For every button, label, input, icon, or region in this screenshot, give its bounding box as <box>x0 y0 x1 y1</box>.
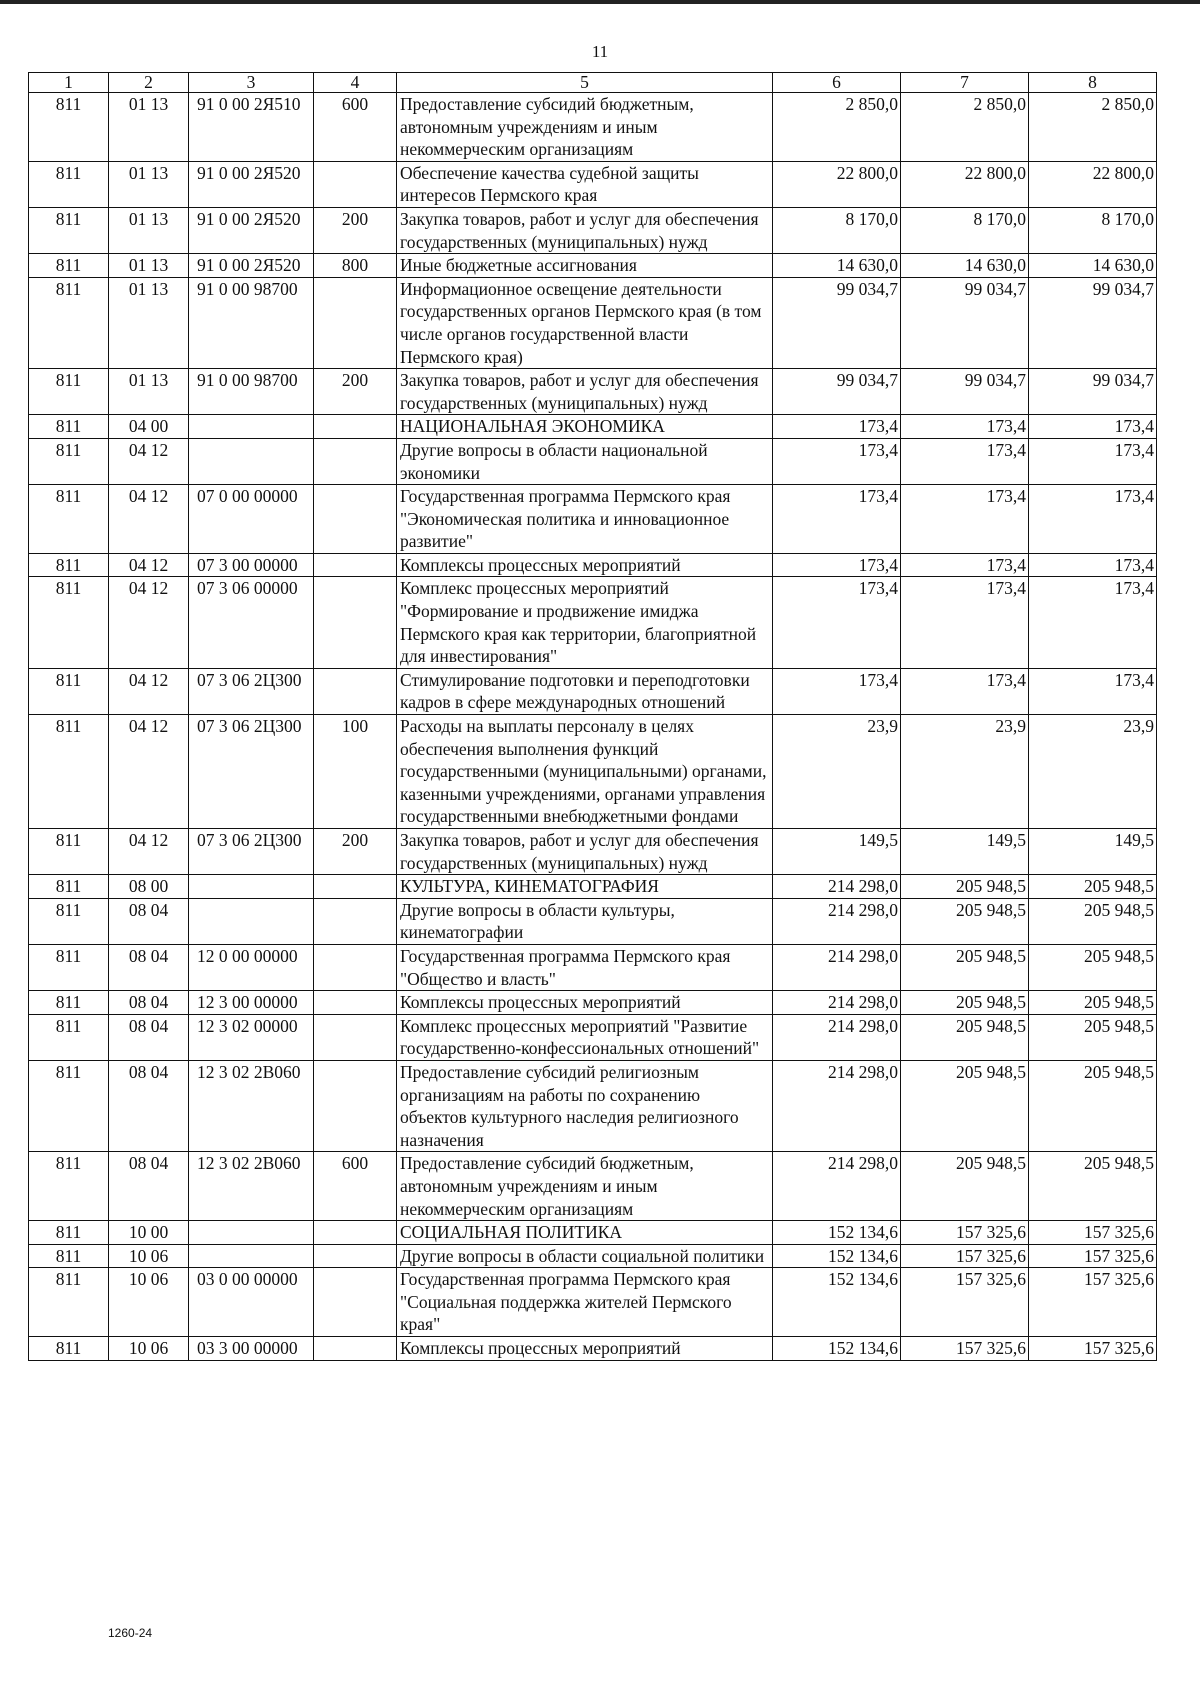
description-cell: Другие вопросы в области национальной экономики <box>397 438 773 484</box>
section-code-cell: 04 12 <box>109 553 189 577</box>
column-header: 1 <box>29 73 109 93</box>
amount-year3-cell: 205 948,5 <box>1029 944 1157 990</box>
amount-year2-cell: 157 325,6 <box>901 1268 1029 1337</box>
target-article-cell: 12 3 00 00000 <box>189 991 314 1015</box>
amount-year2-cell: 157 325,6 <box>901 1337 1029 1361</box>
amount-year3-cell: 22 800,0 <box>1029 161 1157 207</box>
target-article-cell: 07 0 00 00000 <box>189 485 314 554</box>
ministry-code-cell: 811 <box>29 553 109 577</box>
amount-year3-cell: 205 948,5 <box>1029 898 1157 944</box>
ministry-code-cell: 811 <box>29 1221 109 1245</box>
section-code-cell: 10 06 <box>109 1268 189 1337</box>
amount-year3-cell: 157 325,6 <box>1029 1244 1157 1268</box>
section-code-cell: 04 12 <box>109 438 189 484</box>
expense-type-cell: 800 <box>314 254 397 278</box>
amount-year3-cell: 173,4 <box>1029 668 1157 714</box>
ministry-code-cell: 811 <box>29 415 109 439</box>
ministry-code-cell: 811 <box>29 1337 109 1361</box>
target-article-cell: 12 0 00 00000 <box>189 944 314 990</box>
amount-year2-cell: 205 948,5 <box>901 1014 1029 1060</box>
ministry-code-cell: 811 <box>29 254 109 278</box>
amount-year2-cell: 205 948,5 <box>901 898 1029 944</box>
description-cell: Закупка товаров, работ и услуг для обеспечения государственных (муниципальных) нужд <box>397 207 773 253</box>
expense-type-cell: 600 <box>314 93 397 162</box>
amount-year3-cell: 157 325,6 <box>1029 1221 1157 1245</box>
amount-year3-cell: 157 325,6 <box>1029 1337 1157 1361</box>
table-row <box>29 1221 1157 1245</box>
section-code-cell: 10 06 <box>109 1337 189 1361</box>
description-cell: СОЦИАЛЬНАЯ ПОЛИТИКА <box>397 1221 773 1245</box>
section-code-cell: 01 13 <box>109 254 189 278</box>
description-cell: КУЛЬТУРА, КИНЕМАТОГРАФИЯ <box>397 875 773 899</box>
amount-year3-cell: 205 948,5 <box>1029 1014 1157 1060</box>
expense-type-cell <box>314 553 397 577</box>
description-cell: Закупка товаров, работ и услуг для обеспечения государственных (муниципальных) нужд <box>397 829 773 875</box>
target-article-cell: 12 3 02 00000 <box>189 1014 314 1060</box>
table-row <box>29 1268 1157 1337</box>
amount-year2-cell: 99 034,7 <box>901 369 1029 415</box>
amount-year3-cell: 157 325,6 <box>1029 1268 1157 1337</box>
target-article-cell <box>189 415 314 439</box>
section-code-cell: 10 00 <box>109 1221 189 1245</box>
amount-year1-cell: 99 034,7 <box>773 369 901 415</box>
ministry-code-cell: 811 <box>29 577 109 668</box>
table-row <box>29 875 1157 899</box>
section-code-cell: 08 00 <box>109 875 189 899</box>
target-article-cell: 07 3 06 2Ц300 <box>189 829 314 875</box>
amount-year3-cell: 173,4 <box>1029 553 1157 577</box>
amount-year1-cell: 22 800,0 <box>773 161 901 207</box>
description-cell: Комплекс процессных мероприятий "Развитие государственно-конфессиональных отношений" <box>397 1014 773 1060</box>
table-row <box>29 944 1157 990</box>
description-cell: НАЦИОНАЛЬНАЯ ЭКОНОМИКА <box>397 415 773 439</box>
target-article-cell: 91 0 00 98700 <box>189 369 314 415</box>
description-cell: Закупка товаров, работ и услуг для обеспечения государственных (муниципальных) нужд <box>397 369 773 415</box>
amount-year1-cell: 14 630,0 <box>773 254 901 278</box>
table-row <box>29 991 1157 1015</box>
amount-year2-cell: 205 948,5 <box>901 944 1029 990</box>
amount-year1-cell: 152 134,6 <box>773 1244 901 1268</box>
ministry-code-cell: 811 <box>29 1152 109 1221</box>
table-row <box>29 715 1157 829</box>
section-code-cell: 08 04 <box>109 991 189 1015</box>
section-code-cell: 08 04 <box>109 898 189 944</box>
description-cell: Другие вопросы в области социальной политики <box>397 1244 773 1268</box>
section-code-cell: 08 04 <box>109 1152 189 1221</box>
ministry-code-cell: 811 <box>29 898 109 944</box>
expense-type-cell <box>314 277 397 368</box>
section-code-cell: 10 06 <box>109 1244 189 1268</box>
amount-year1-cell: 152 134,6 <box>773 1337 901 1361</box>
amount-year2-cell: 173,4 <box>901 485 1029 554</box>
table-row <box>29 1060 1157 1151</box>
expense-type-cell <box>314 875 397 899</box>
amount-year1-cell: 173,4 <box>773 668 901 714</box>
section-code-cell: 04 12 <box>109 829 189 875</box>
table-row <box>29 277 1157 368</box>
expense-type-cell <box>314 577 397 668</box>
budget-table <box>28 72 1157 1361</box>
amount-year3-cell: 99 034,7 <box>1029 369 1157 415</box>
target-article-cell: 12 3 02 2В060 <box>189 1152 314 1221</box>
amount-year2-cell: 23,9 <box>901 715 1029 829</box>
amount-year3-cell: 99 034,7 <box>1029 277 1157 368</box>
amount-year2-cell: 205 948,5 <box>901 1152 1029 1221</box>
amount-year2-cell: 173,4 <box>901 577 1029 668</box>
table-row <box>29 93 1157 162</box>
document-code: 1260-24 <box>108 1626 153 1640</box>
expense-type-cell <box>314 485 397 554</box>
description-cell: Предоставление субсидий бюджетным, автономным учреждениям и иным некоммерческим организациям <box>397 1152 773 1221</box>
table-row <box>29 161 1157 207</box>
amount-year3-cell: 149,5 <box>1029 829 1157 875</box>
ministry-code-cell: 811 <box>29 1244 109 1268</box>
description-cell: Обеспечение качества судебной защиты интересов Пермского края <box>397 161 773 207</box>
expense-type-cell <box>314 161 397 207</box>
table-row <box>29 485 1157 554</box>
column-header: 4 <box>314 73 397 93</box>
column-header: 5 <box>397 73 773 93</box>
target-article-cell <box>189 1244 314 1268</box>
section-code-cell: 08 04 <box>109 1060 189 1151</box>
amount-year2-cell: 8 170,0 <box>901 207 1029 253</box>
amount-year1-cell: 152 134,6 <box>773 1221 901 1245</box>
ministry-code-cell: 811 <box>29 438 109 484</box>
column-number-row <box>29 73 1157 93</box>
amount-year1-cell: 8 170,0 <box>773 207 901 253</box>
amount-year3-cell: 173,4 <box>1029 485 1157 554</box>
amount-year1-cell: 214 298,0 <box>773 1060 901 1151</box>
ministry-code-cell: 811 <box>29 991 109 1015</box>
amount-year1-cell: 149,5 <box>773 829 901 875</box>
amount-year2-cell: 173,4 <box>901 438 1029 484</box>
amount-year2-cell: 173,4 <box>901 415 1029 439</box>
expense-type-cell <box>314 1014 397 1060</box>
ministry-code-cell: 811 <box>29 1060 109 1151</box>
column-header: 8 <box>1029 73 1157 93</box>
amount-year3-cell: 205 948,5 <box>1029 1060 1157 1151</box>
amount-year2-cell: 99 034,7 <box>901 277 1029 368</box>
amount-year3-cell: 14 630,0 <box>1029 254 1157 278</box>
table-row <box>29 1337 1157 1361</box>
description-cell: Комплексы процессных мероприятий <box>397 553 773 577</box>
description-cell: Комплексы процессных мероприятий <box>397 1337 773 1361</box>
description-cell: Комплекс процессных мероприятий "Формирование и продвижение имиджа Пермского края как территории, благоприятной для инвестирования" <box>397 577 773 668</box>
target-article-cell: 07 3 06 00000 <box>189 577 314 668</box>
table-row <box>29 829 1157 875</box>
expense-type-cell <box>314 898 397 944</box>
description-cell: Государственная программа Пермского края "Общество и власть" <box>397 944 773 990</box>
amount-year2-cell: 205 948,5 <box>901 1060 1029 1151</box>
target-article-cell: 12 3 02 2В060 <box>189 1060 314 1151</box>
expense-type-cell <box>314 944 397 990</box>
amount-year2-cell: 157 325,6 <box>901 1244 1029 1268</box>
target-article-cell: 91 0 00 2Я520 <box>189 207 314 253</box>
amount-year3-cell: 173,4 <box>1029 415 1157 439</box>
table-row <box>29 207 1157 253</box>
amount-year3-cell: 205 948,5 <box>1029 875 1157 899</box>
amount-year1-cell: 152 134,6 <box>773 1268 901 1337</box>
amount-year2-cell: 157 325,6 <box>901 1221 1029 1245</box>
amount-year2-cell: 173,4 <box>901 668 1029 714</box>
amount-year1-cell: 214 298,0 <box>773 991 901 1015</box>
amount-year1-cell: 23,9 <box>773 715 901 829</box>
amount-year3-cell: 8 170,0 <box>1029 207 1157 253</box>
ministry-code-cell: 811 <box>29 1268 109 1337</box>
section-code-cell: 04 12 <box>109 577 189 668</box>
ministry-code-cell: 811 <box>29 277 109 368</box>
section-code-cell: 08 04 <box>109 944 189 990</box>
ministry-code-cell: 811 <box>29 1014 109 1060</box>
amount-year1-cell: 173,4 <box>773 577 901 668</box>
description-cell: Другие вопросы в области культуры, кинематографии <box>397 898 773 944</box>
description-cell: Государственная программа Пермского края "Социальная поддержка жителей Пермского края" <box>397 1268 773 1337</box>
expense-type-cell <box>314 991 397 1015</box>
expense-type-cell <box>314 415 397 439</box>
target-article-cell: 91 0 00 2Я520 <box>189 161 314 207</box>
amount-year2-cell: 205 948,5 <box>901 875 1029 899</box>
amount-year2-cell: 22 800,0 <box>901 161 1029 207</box>
ministry-code-cell: 811 <box>29 207 109 253</box>
ministry-code-cell: 811 <box>29 715 109 829</box>
section-code-cell: 01 13 <box>109 277 189 368</box>
column-header: 6 <box>773 73 901 93</box>
target-article-cell: 07 3 00 00000 <box>189 553 314 577</box>
description-cell: Предоставление субсидий бюджетным, автономным учреждениям и иным некоммерческим организациям <box>397 93 773 162</box>
description-cell: Иные бюджетные ассигнования <box>397 254 773 278</box>
ministry-code-cell: 811 <box>29 485 109 554</box>
column-header: 2 <box>109 73 189 93</box>
ministry-code-cell: 811 <box>29 93 109 162</box>
amount-year3-cell: 173,4 <box>1029 438 1157 484</box>
amount-year1-cell: 99 034,7 <box>773 277 901 368</box>
ministry-code-cell: 811 <box>29 875 109 899</box>
section-code-cell: 01 13 <box>109 161 189 207</box>
section-code-cell: 08 04 <box>109 1014 189 1060</box>
section-code-cell: 04 00 <box>109 415 189 439</box>
target-article-cell: 91 0 00 2Я520 <box>189 254 314 278</box>
scan-top-edge <box>0 0 1200 4</box>
section-code-cell: 04 12 <box>109 668 189 714</box>
section-code-cell: 01 13 <box>109 207 189 253</box>
table-row <box>29 668 1157 714</box>
amount-year1-cell: 173,4 <box>773 438 901 484</box>
expense-type-cell <box>314 438 397 484</box>
ministry-code-cell: 811 <box>29 944 109 990</box>
amount-year3-cell: 173,4 <box>1029 577 1157 668</box>
target-article-cell: 07 3 06 2Ц300 <box>189 668 314 714</box>
table-row <box>29 1152 1157 1221</box>
description-cell: Комплексы процессных мероприятий <box>397 991 773 1015</box>
ministry-code-cell: 811 <box>29 668 109 714</box>
table-body <box>29 93 1157 1361</box>
section-code-cell: 04 12 <box>109 715 189 829</box>
expense-type-cell: 100 <box>314 715 397 829</box>
amount-year3-cell: 2 850,0 <box>1029 93 1157 162</box>
table-row <box>29 438 1157 484</box>
table-row <box>29 1014 1157 1060</box>
expense-type-cell: 600 <box>314 1152 397 1221</box>
ministry-code-cell: 811 <box>29 161 109 207</box>
amount-year2-cell: 14 630,0 <box>901 254 1029 278</box>
expense-type-cell <box>314 1221 397 1245</box>
table-row <box>29 369 1157 415</box>
amount-year1-cell: 173,4 <box>773 415 901 439</box>
expense-type-cell <box>314 1337 397 1361</box>
expense-type-cell <box>314 1244 397 1268</box>
description-cell: Информационное освещение деятельности государственных органов Пермского края (в том числе органов государственной власти Пермского края) <box>397 277 773 368</box>
target-article-cell: 91 0 00 98700 <box>189 277 314 368</box>
amount-year1-cell: 173,4 <box>773 553 901 577</box>
description-cell: Предоставление субсидий религиозным организациям на работы по сохранению объектов культурного наследия религиозного назначения <box>397 1060 773 1151</box>
column-header: 3 <box>189 73 314 93</box>
target-article-cell <box>189 898 314 944</box>
amount-year1-cell: 214 298,0 <box>773 944 901 990</box>
section-code-cell: 01 13 <box>109 369 189 415</box>
expense-type-cell: 200 <box>314 369 397 415</box>
table-row <box>29 553 1157 577</box>
expense-type-cell: 200 <box>314 207 397 253</box>
amount-year2-cell: 2 850,0 <box>901 93 1029 162</box>
table-row <box>29 898 1157 944</box>
section-code-cell: 01 13 <box>109 93 189 162</box>
expense-type-cell <box>314 1268 397 1337</box>
expense-type-cell <box>314 668 397 714</box>
target-article-cell <box>189 875 314 899</box>
description-cell: Стимулирование подготовки и переподготовки кадров в сфере международных отношений <box>397 668 773 714</box>
ministry-code-cell: 811 <box>29 829 109 875</box>
amount-year1-cell: 214 298,0 <box>773 1014 901 1060</box>
amount-year1-cell: 214 298,0 <box>773 1152 901 1221</box>
target-article-cell: 07 3 06 2Ц300 <box>189 715 314 829</box>
page-number: 11 <box>591 42 609 61</box>
column-header: 7 <box>901 73 1029 93</box>
table-row <box>29 415 1157 439</box>
table-row <box>29 577 1157 668</box>
amount-year2-cell: 149,5 <box>901 829 1029 875</box>
table-row <box>29 1244 1157 1268</box>
target-article-cell <box>189 438 314 484</box>
amount-year3-cell: 23,9 <box>1029 715 1157 829</box>
table-row <box>29 254 1157 278</box>
expense-type-cell: 200 <box>314 829 397 875</box>
amount-year1-cell: 2 850,0 <box>773 93 901 162</box>
description-cell: Расходы на выплаты персоналу в целях обеспечения выполнения функций государственными (муниципальными) органами, казенными учреждениями, органами управления государственными внебюджетными фондами <box>397 715 773 829</box>
target-article-cell <box>189 1221 314 1245</box>
target-article-cell: 03 0 00 00000 <box>189 1268 314 1337</box>
section-code-cell: 04 12 <box>109 485 189 554</box>
amount-year2-cell: 205 948,5 <box>901 991 1029 1015</box>
amount-year1-cell: 214 298,0 <box>773 898 901 944</box>
amount-year1-cell: 173,4 <box>773 485 901 554</box>
amount-year1-cell: 214 298,0 <box>773 875 901 899</box>
amount-year3-cell: 205 948,5 <box>1029 1152 1157 1221</box>
expense-type-cell <box>314 1060 397 1151</box>
target-article-cell: 91 0 00 2Я510 <box>189 93 314 162</box>
target-article-cell: 03 3 00 00000 <box>189 1337 314 1361</box>
amount-year3-cell: 205 948,5 <box>1029 991 1157 1015</box>
ministry-code-cell: 811 <box>29 369 109 415</box>
amount-year2-cell: 173,4 <box>901 553 1029 577</box>
description-cell: Государственная программа Пермского края "Экономическая политика и инновационное развитие" <box>397 485 773 554</box>
